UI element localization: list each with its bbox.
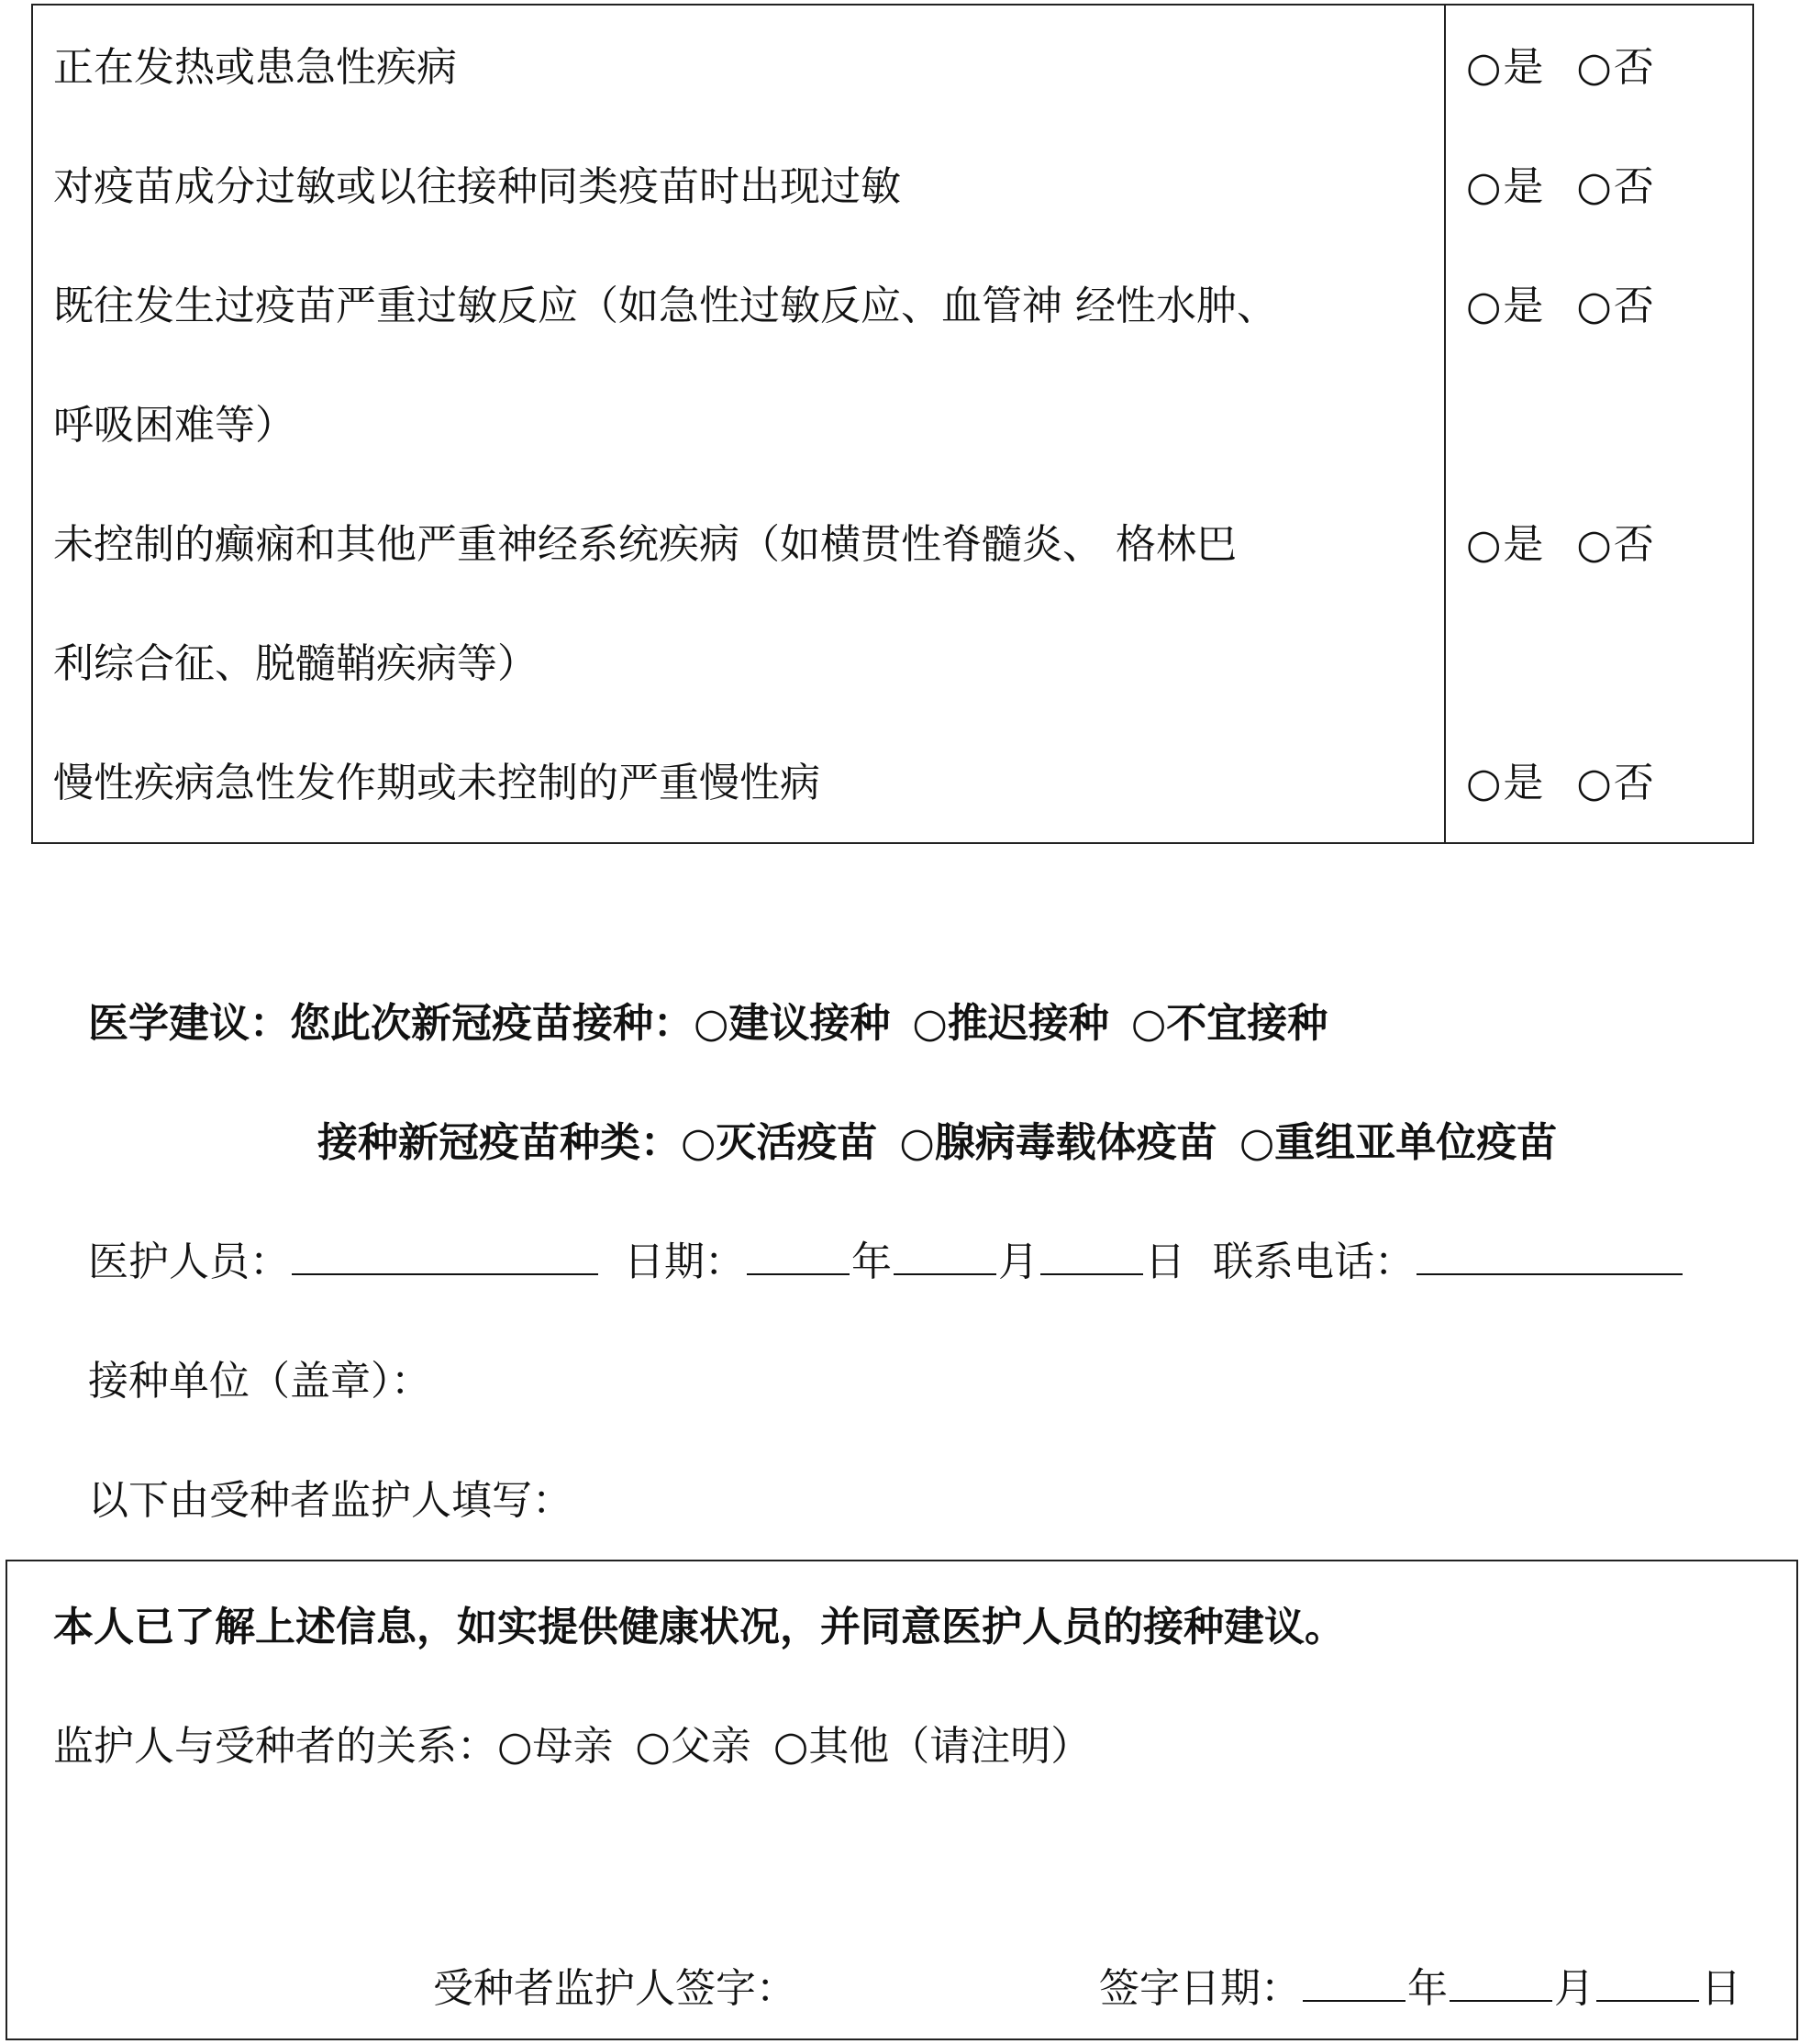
- radio-group-row-3: [1466, 283, 1654, 329]
- vaccine-type-line: [317, 1119, 1558, 1166]
- radio-circle-icon: ○: [1576, 44, 1612, 91]
- relation-line: [53, 1723, 1092, 1770]
- radio-circle-icon: ○: [772, 1723, 809, 1770]
- relation-option-father[interactable]: ○父亲: [635, 1723, 751, 1770]
- radio-group-row-4: [1466, 521, 1654, 568]
- phone-field[interactable]: [1417, 1272, 1683, 1275]
- medical-advice-label: 医学建议：您此次新冠疫苗接种：: [88, 1000, 694, 1047]
- radio-group-row-5: [1466, 760, 1654, 806]
- radio-group-row-1: [1466, 44, 1654, 91]
- radio-circle-icon: ○: [1576, 283, 1612, 329]
- vaccination-unit-label: 接种单位（盖章）：: [88, 1358, 431, 1405]
- radio-circle-icon: ○: [1576, 760, 1612, 806]
- radio-no[interactable]: ○否: [1576, 163, 1654, 210]
- sign-year-label: 年: [1407, 1965, 1448, 2012]
- day-field[interactable]: [1040, 1272, 1143, 1275]
- radio-circle-icon: ○: [694, 1000, 729, 1047]
- radio-yes[interactable]: ○是: [1466, 44, 1544, 91]
- radio-circle-icon: ○: [635, 1723, 671, 1770]
- day-label: 日: [1145, 1239, 1185, 1285]
- radio-circle-icon: ○: [1466, 760, 1502, 806]
- radio-circle-icon: ○: [912, 1000, 948, 1047]
- staff-name-field[interactable]: [292, 1272, 598, 1275]
- vaccine-option-recombinant[interactable]: ○重组亚单位疫苗: [1239, 1119, 1558, 1166]
- radio-no[interactable]: ○否: [1576, 521, 1654, 568]
- radio-circle-icon: ○: [1576, 163, 1612, 210]
- sign-day-label: 日: [1701, 1965, 1741, 2012]
- month-label: 月: [998, 1239, 1039, 1285]
- relation-option-mother[interactable]: ○母亲: [497, 1723, 614, 1770]
- advice-option-recommend[interactable]: ○建议接种: [694, 1000, 891, 1047]
- radio-no[interactable]: ○否: [1576, 760, 1654, 806]
- radio-circle-icon: ○: [1466, 283, 1502, 329]
- vaccine-option-inactivated[interactable]: ○灭活疫苗: [681, 1119, 878, 1166]
- radio-yes[interactable]: ○是: [1466, 760, 1544, 806]
- screening-question-continued: 利综合征、脱髓鞘疾病等）: [53, 640, 538, 687]
- radio-circle-icon: ○: [899, 1119, 935, 1166]
- radio-circle-icon: ○: [497, 1723, 533, 1770]
- sign-day-field[interactable]: [1596, 1999, 1699, 2002]
- relation-label: 监护人与受种者的关系：: [53, 1723, 497, 1770]
- advice-option-not-suitable[interactable]: ○不宜接种: [1130, 1000, 1328, 1047]
- signature-date-line: [1099, 1965, 1741, 2012]
- screening-table-divider: [1444, 4, 1446, 844]
- staff-date-phone-line: [88, 1239, 1684, 1285]
- relation-option-other[interactable]: ○其他（请注明）: [772, 1723, 1092, 1770]
- sign-date-label: 签字日期：: [1099, 1965, 1301, 2012]
- radio-yes[interactable]: ○是: [1466, 163, 1544, 210]
- radio-circle-icon: ○: [1576, 521, 1612, 568]
- radio-yes[interactable]: ○是: [1466, 283, 1544, 329]
- radio-circle-icon: ○: [681, 1119, 717, 1166]
- month-field[interactable]: [894, 1272, 996, 1275]
- radio-no[interactable]: ○否: [1576, 283, 1654, 329]
- radio-circle-icon: ○: [1239, 1119, 1275, 1166]
- radio-circle-icon: ○: [1466, 521, 1502, 568]
- medical-advice-line: [88, 1000, 1328, 1047]
- phone-label: 联系电话：: [1213, 1239, 1415, 1285]
- radio-group-row-2: [1466, 163, 1654, 210]
- vaccine-option-adenovirus[interactable]: ○腺病毒载体疫苗: [899, 1119, 1217, 1166]
- guardian-intro: 以下由受种者监护人填写：: [88, 1477, 572, 1524]
- screening-question-continued: 呼吸困难等）: [53, 402, 295, 449]
- staff-label: 医护人员：: [88, 1239, 290, 1285]
- sign-month-label: 月: [1554, 1965, 1594, 2012]
- year-field[interactable]: [747, 1272, 850, 1275]
- screening-question: 未控制的癫痫和其他严重神经系统疾病（如横贯性脊髓炎、 格林巴: [53, 521, 1237, 568]
- sign-month-field[interactable]: [1450, 1999, 1552, 2002]
- radio-circle-icon: ○: [1466, 163, 1502, 210]
- radio-yes[interactable]: ○是: [1466, 521, 1544, 568]
- screening-question: 既往发生过疫苗严重过敏反应（如急性过敏反应、血管神 经性水肿、: [53, 283, 1277, 329]
- date-label: 日期：: [624, 1239, 745, 1285]
- advice-option-postpone[interactable]: ○推迟接种: [912, 1000, 1109, 1047]
- guardian-statement: 本人已了解上述信息，如实提供健康状况，并同意医护人员的接种建议。: [53, 1604, 1345, 1650]
- guardian-signature-label: 受种者监护人签字：: [433, 1965, 796, 2012]
- screening-question: 对疫苗成分过敏或以往接种同类疫苗时出现过敏: [53, 163, 901, 210]
- radio-circle-icon: ○: [1130, 1000, 1167, 1047]
- screening-question: 正在发热或患急性疾病: [53, 44, 457, 91]
- radio-circle-icon: ○: [1466, 44, 1502, 91]
- year-label: 年: [851, 1239, 892, 1285]
- sign-year-field[interactable]: [1303, 1999, 1406, 2002]
- screening-question: 慢性疾病急性发作期或未控制的严重慢性病: [53, 760, 820, 806]
- radio-no[interactable]: ○否: [1576, 44, 1654, 91]
- vaccine-type-label: 接种新冠疫苗种类：: [317, 1119, 681, 1166]
